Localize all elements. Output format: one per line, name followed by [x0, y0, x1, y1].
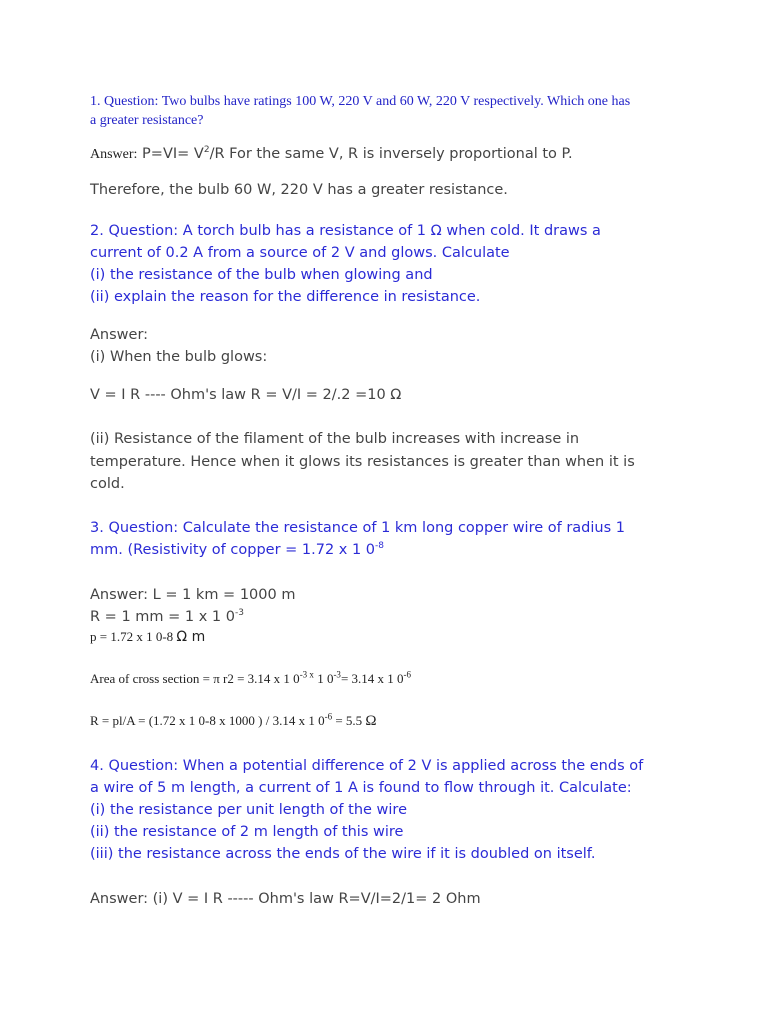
- q3-answer-R-text: R = 1 mm = 1 x 1 0: [90, 609, 235, 625]
- q1-answer-formula-sup: 2: [203, 145, 210, 156]
- q3-area-mid-2: = 3.14 x 1 0: [340, 671, 404, 686]
- q1-therefore: Therefore, the bulb 60 W, 220 V has a greater resistance.: [90, 182, 508, 198]
- q3-area-sup-3: -6: [403, 669, 412, 680]
- q3-result-sup: -6: [324, 711, 333, 722]
- q3-area-mid: 1 0: [313, 671, 334, 686]
- q3-resistivity-unit: Ω m: [176, 629, 206, 645]
- q1-question-line-1: 1. Question: Two bulbs have ratings 100 W, 220 V and 60 W, 220 V respectively. Which one has: [90, 94, 631, 109]
- q2-question-line-1: 2. Question: A torch bulb has a resistance of 1 Ω when cold. It draws a: [90, 223, 601, 239]
- q2-explain-line-3: cold.: [90, 476, 125, 492]
- q1-question-line-2: a greater resistance?: [90, 113, 204, 128]
- q4-question-line-5: (iii) the resistance across the ends of the wire if it is doubled on itself.: [90, 846, 596, 862]
- q2-answer-i: (i) When the bulb glows:: [90, 349, 268, 365]
- q3-area-sup-2: -3: [333, 669, 341, 680]
- q4-answer: Answer: (i) V = I R ----- Ohm's law R=V/I=2/1= 2 Ohm: [90, 891, 481, 907]
- q2-explain-line-1: (ii) Resistance of the filament of the bulb increases with increase in: [90, 431, 580, 447]
- q3-answer-R-sup: -3: [234, 608, 244, 619]
- q2-explain-line-2: temperature. Hence when it glows its resistances is greater than when it is: [90, 454, 635, 470]
- q4-question-line-4: (ii) the resistance of 2 m length of this wire: [90, 824, 404, 840]
- q3-question-line-1: 3. Question: Calculate the resistance of 1 km long copper wire of radius 1: [90, 520, 625, 536]
- q3-area: [90, 671, 411, 687]
- q1-answer-formula-pre: P=VI= V: [137, 146, 204, 162]
- q3-result-text: R = pl/A = (1.72 x 1 0-8 x 1000 ) / 3.14 x 1 0: [90, 713, 325, 728]
- q3-question-line-2-text: mm. (Resistivity of copper = 1.72 x 1 0: [90, 542, 376, 558]
- q3-answer-R: [90, 609, 244, 625]
- q4-question-line-3: (i) the resistance per unit length of the wire: [90, 802, 407, 818]
- q4-question-line-2: a wire of 5 m length, a current of 1 A is found to flow through it. Calculate:: [90, 780, 632, 796]
- q3-result: [90, 713, 377, 730]
- q3-resistivity: [90, 629, 205, 645]
- q3-resistivity-text: p = 1.72 x 1 0-8: [90, 629, 177, 644]
- q1-answer-label: Answer:: [90, 147, 138, 162]
- q3-question-line-2: [90, 542, 384, 558]
- q2-question-line-3: (i) the resistance of the bulb when glowing and: [90, 267, 433, 283]
- q4-question-line-1: 4. Question: When a potential difference of 2 V is applied across the ends of: [90, 758, 644, 774]
- q2-ohm-line: V = I R ---- Ohm's law R = V/I = 2/.2 =10 Ω: [90, 387, 402, 403]
- q2-answer-label: Answer:: [90, 327, 149, 343]
- q3-result-unit: Ω: [365, 713, 377, 729]
- q1-answer: [90, 146, 573, 163]
- q3-area-sup-1: -3 x: [299, 669, 314, 680]
- q3-question-line-2-sup: -8: [375, 541, 385, 552]
- q2-question-line-4: (ii) explain the reason for the difference in resistance.: [90, 289, 481, 305]
- q3-area-text: Area of cross section = π r2 = 3.14 x 1 0: [90, 671, 300, 686]
- q1-answer-formula-post: /R For the same V, R is inversely proportional to P.: [209, 146, 573, 162]
- q2-question-line-2: current of 0.2 A from a source of 2 V and glows. Calculate: [90, 245, 510, 261]
- q3-result-post: = 5.5: [332, 713, 366, 728]
- q3-answer-L: Answer: L = 1 km = 1000 m: [90, 587, 296, 603]
